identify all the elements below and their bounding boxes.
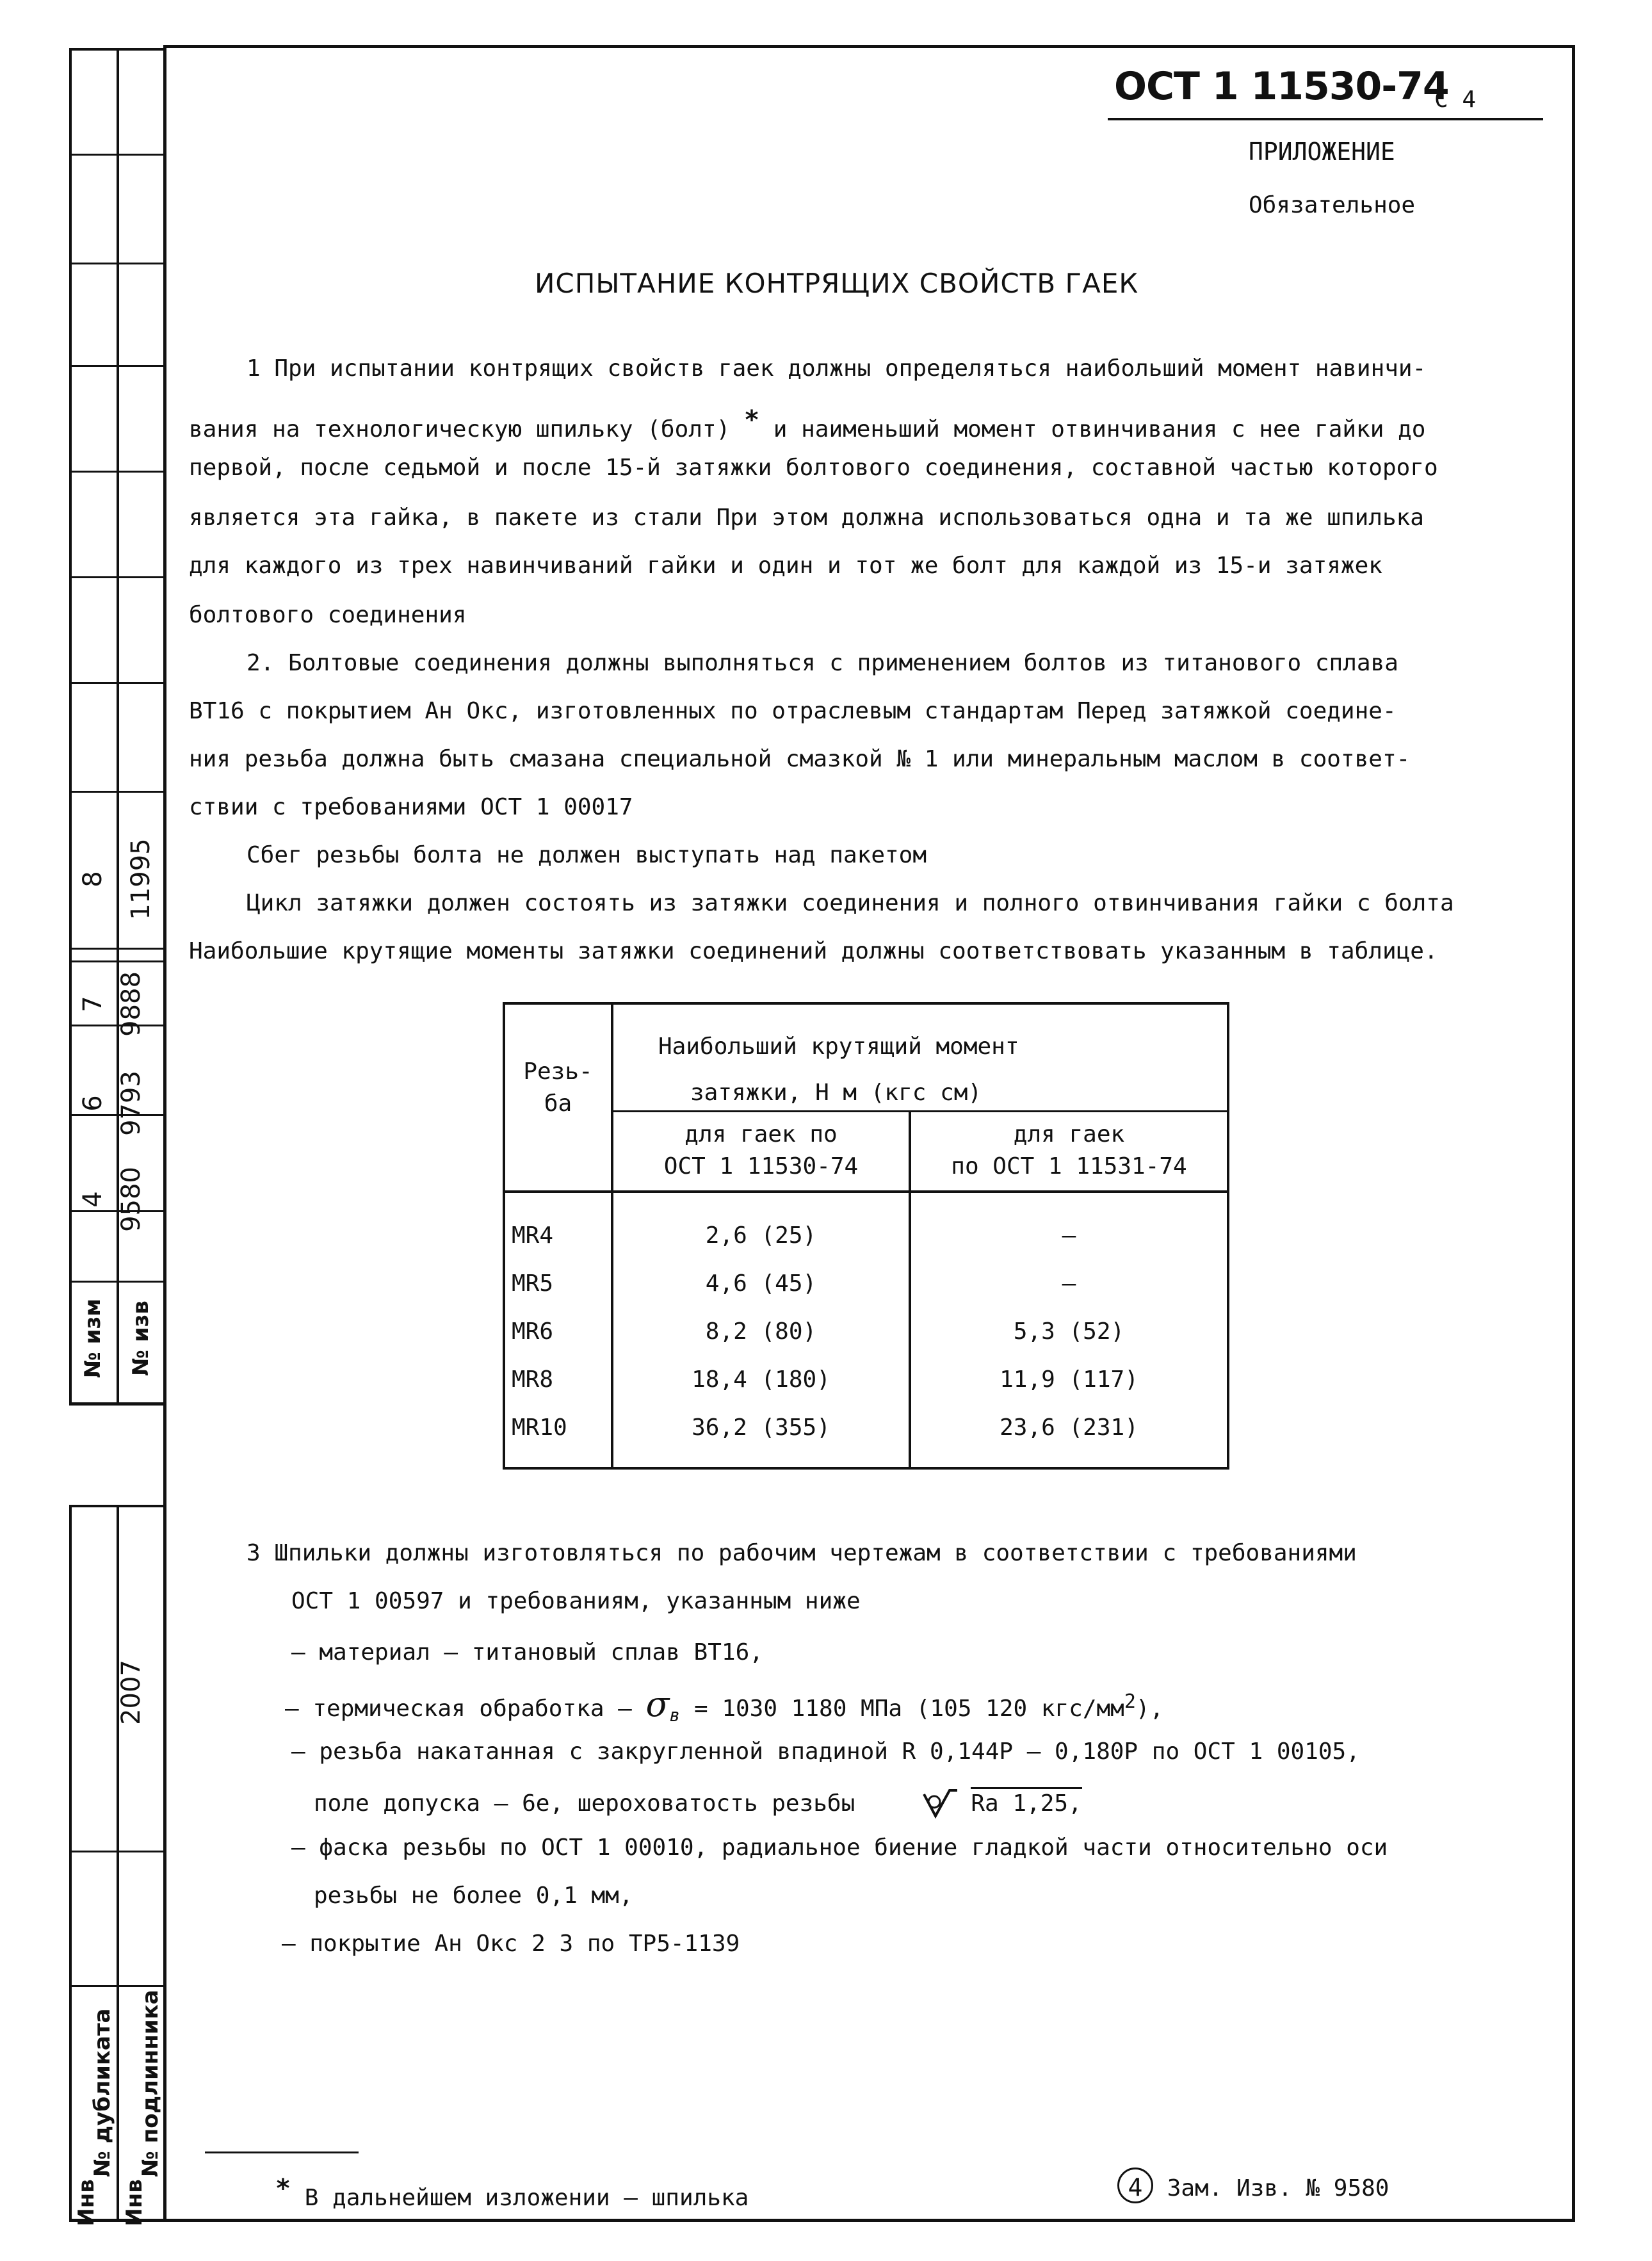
text-fragment: поле допуска – 6е, шероховатость резьбы bbox=[314, 1790, 855, 1817]
header-text: для гаек по bbox=[684, 1121, 838, 1147]
footnote-mark: * bbox=[743, 405, 760, 435]
inv-label: Инв bbox=[122, 2179, 147, 2226]
header-rule bbox=[1108, 118, 1543, 120]
text-fragment: ), bbox=[1135, 1696, 1164, 1722]
page-title: ИСПЫТАНИЕ КОНТРЯЩИХ СВОЙСТВ ГАЕК bbox=[535, 268, 1139, 299]
col-ost-11530-header bbox=[613, 1119, 909, 1183]
page-number: С 4 bbox=[1434, 86, 1477, 113]
strip-line bbox=[117, 1505, 119, 2222]
text-line: – фаска резьбы по ОСТ 1 00010, радиальное биение гладкой части относительно оси bbox=[291, 1835, 1388, 1861]
text-line bbox=[314, 1787, 1082, 1822]
text-line: Наибольшие крутящие моменты затяжки соединений должны соответствовать указанным в таблице. bbox=[189, 938, 1438, 964]
text-line: для каждого из трех навинчиваний гайки и один и тот же болт для каждой из 15-и затяжек bbox=[189, 553, 1382, 579]
value-cell: 18,4 (180) bbox=[692, 1366, 830, 1393]
superscript: 2 bbox=[1124, 1690, 1136, 1713]
change-number: 4 bbox=[78, 1191, 108, 1208]
thread-header bbox=[505, 1056, 611, 1120]
value-cell: – bbox=[1062, 1222, 1076, 1249]
header-text: затяжки, Н м (кгс см) bbox=[690, 1080, 982, 1106]
document-code: ОСТ 1 11530-74 bbox=[1114, 64, 1449, 109]
thread-cell: MR5 bbox=[512, 1270, 554, 1297]
text-line: 1 При испытании контрящих свойств гаек должны определяться наибольший момент навинчи- bbox=[247, 355, 1427, 382]
header-text: Наибольший крутящий момент bbox=[658, 1033, 1019, 1060]
text-line: ОСТ 1 00597 и требованиям, указанным ниже bbox=[291, 1588, 861, 1614]
text-line: 3 Шпильки должны изготовляться по рабочим чертежам в соответствии с требованиями bbox=[247, 1540, 1357, 1566]
torque-table bbox=[503, 1002, 1229, 1470]
strip-line bbox=[69, 682, 165, 684]
annex-type: Обязательное bbox=[1249, 192, 1416, 218]
change-note bbox=[1117, 2168, 1389, 2203]
strip-line bbox=[69, 1402, 165, 1406]
strip-line bbox=[69, 48, 72, 1406]
value-cell: 4,6 (45) bbox=[705, 1270, 817, 1297]
text-line bbox=[189, 405, 1425, 442]
strip-line bbox=[69, 471, 165, 473]
change-number: 6 bbox=[78, 1095, 108, 1112]
changes-label: № изм bbox=[80, 1298, 106, 1379]
table-line bbox=[505, 1190, 1227, 1193]
strip-line bbox=[69, 1505, 72, 2222]
strip-line bbox=[69, 960, 165, 962]
notice-label: № изв bbox=[128, 1301, 154, 1376]
text-fragment: вания на технологическую шпильку (болт) bbox=[189, 416, 731, 442]
footnote-rule bbox=[205, 2152, 359, 2153]
year-value: 2007 bbox=[117, 1660, 146, 1725]
thread-cell: MR4 bbox=[512, 1222, 554, 1249]
text-line: ствии с требованиями ОСТ 1 00017 bbox=[189, 794, 633, 820]
col-ost-11531-header bbox=[911, 1119, 1227, 1183]
notice-number: 9580 bbox=[117, 1167, 146, 1232]
annex-label: ПРИЛОЖЕНИЕ bbox=[1249, 138, 1395, 166]
text-line: является эта гайка, в пакете из стали При этом должна использоваться одна и та же шпилька bbox=[189, 505, 1424, 531]
change-note-text: Зам. Изв. № 9580 bbox=[1167, 2175, 1389, 2201]
header-text: Резь- bbox=[523, 1058, 593, 1085]
roughness-icon bbox=[921, 1787, 957, 1822]
text-line: Сбег резьбы болта не должен выступать над пакетом bbox=[247, 842, 927, 868]
header-text: ба bbox=[544, 1090, 572, 1117]
value-cell: 23,6 (231) bbox=[1000, 1414, 1138, 1441]
sigma-subscript: в bbox=[669, 1705, 681, 1726]
value-cell: – bbox=[1062, 1270, 1076, 1297]
text-line: первой, после седьмой и после 15-й затяжки болтового соединения, составной частью которого bbox=[189, 455, 1438, 481]
strip-line bbox=[69, 263, 165, 264]
sigma-symbol: σ bbox=[645, 1684, 670, 1724]
change-number: 7 bbox=[78, 996, 108, 1012]
strip-line bbox=[69, 948, 165, 950]
text-line: резьбы не более 0,1 мм, bbox=[314, 1883, 633, 1909]
notice-number: 9793 bbox=[117, 1071, 146, 1136]
value-cell: 11,9 (117) bbox=[1000, 1366, 1138, 1393]
strip-line bbox=[69, 1281, 165, 1283]
strip-line bbox=[69, 1505, 165, 1507]
strip-line bbox=[69, 1851, 165, 1852]
text-line bbox=[285, 1684, 1163, 1726]
inv-label: Инв bbox=[74, 2179, 99, 2226]
text-line: ВТ16 с покрытием Ан Окс, изготовленных по отраслевым стандартам Перед затяжкой соедине- bbox=[189, 698, 1397, 724]
strip-line bbox=[69, 1985, 165, 1987]
text-line: – покрытие Ан Окс 2 3 по ТР5-1139 bbox=[282, 1931, 740, 1957]
thread-cell: MR8 bbox=[512, 1366, 554, 1393]
footnote-text: В дальнейшем изложении – шпилька bbox=[304, 2185, 749, 2211]
strip-line bbox=[69, 791, 165, 793]
text-line: болтового соединения bbox=[189, 602, 467, 628]
strip-line bbox=[69, 154, 165, 156]
header-text: для гаек bbox=[1013, 1121, 1125, 1147]
change-number-circle: 4 bbox=[1117, 2168, 1153, 2203]
group-header bbox=[613, 1024, 1106, 1116]
header-text: по ОСТ 1 11531-74 bbox=[951, 1153, 1187, 1179]
value-cell: 8,2 (80) bbox=[705, 1318, 817, 1345]
text-fragment: и наименьший момент отвинчивания с нее гайки до bbox=[773, 416, 1426, 442]
header-text: ОСТ 1 11530-74 bbox=[663, 1153, 859, 1179]
text-line: – резьба накатанная с закругленной впадиной R 0,144Р – 0,180Р по ОСТ 1 00105, bbox=[291, 1738, 1360, 1765]
notice-number: 9888 bbox=[117, 971, 146, 1037]
text-line: Цикл затяжки должен состоять из затяжки соединения и полного отвинчивания гайки с болта bbox=[247, 890, 1454, 916]
duplicate-label: № дубликата bbox=[90, 2008, 115, 2177]
value-cell: 5,3 (52) bbox=[1013, 1318, 1125, 1345]
original-label: № подлинника bbox=[138, 1990, 163, 2177]
value-cell: 2,6 (25) bbox=[705, 1222, 817, 1249]
strip-line bbox=[69, 576, 165, 578]
roughness-value: Ra 1,25, bbox=[971, 1787, 1081, 1817]
change-number: 8 bbox=[78, 871, 108, 887]
value-cell: 36,2 (355) bbox=[692, 1414, 830, 1441]
thread-cell: MR10 bbox=[512, 1414, 567, 1441]
text-line: – материал – титановый сплав ВТ16, bbox=[291, 1639, 763, 1665]
footnote-mark: * bbox=[275, 2174, 291, 2203]
text-line: 2. Болтовые соединения должны выполняться с применением болтов из титанового сплава bbox=[247, 650, 1398, 676]
text-line: ния резьба должна быть смазана специальной смазкой № 1 или минеральным маслом в соответ- bbox=[189, 746, 1411, 772]
text-fragment: – термическая обработка – bbox=[285, 1696, 632, 1722]
thread-cell: MR6 bbox=[512, 1318, 554, 1345]
strip-line bbox=[69, 48, 165, 51]
notice-number: 11995 bbox=[126, 838, 156, 920]
strip-line bbox=[69, 365, 165, 367]
footnote bbox=[275, 2174, 749, 2211]
text-fragment: = 1030 1180 МПа (105 120 кгс/мм bbox=[693, 1696, 1124, 1722]
